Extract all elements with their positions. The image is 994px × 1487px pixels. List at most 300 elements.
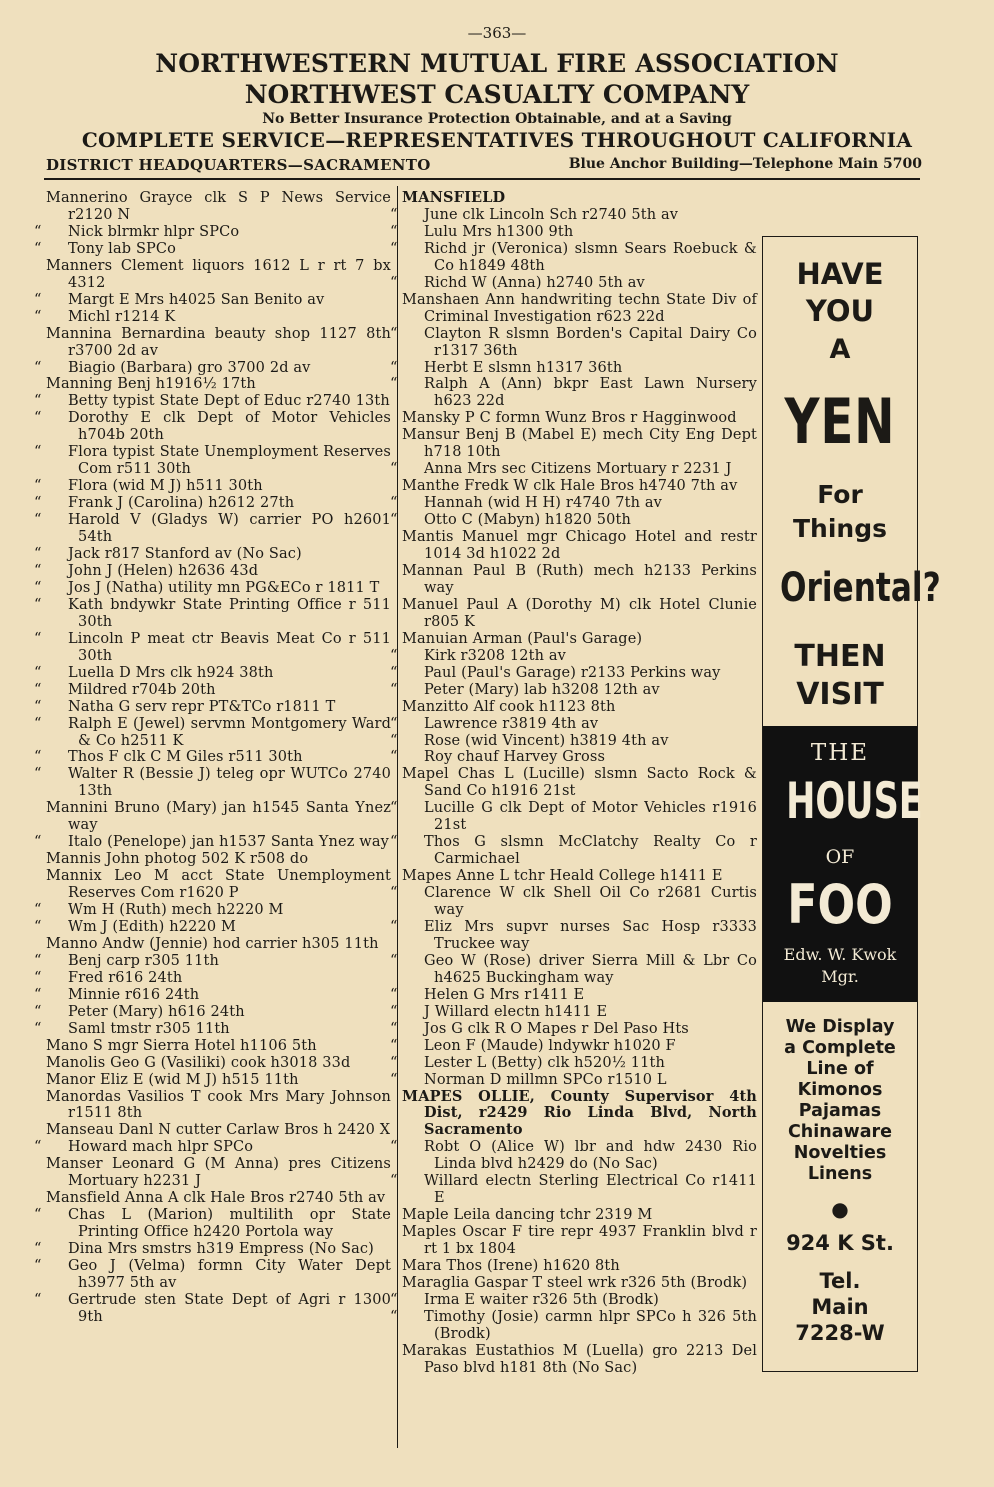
- ad-address: 924 K St.: [786, 1231, 894, 1255]
- entry-text: Jos J (Natha) utility mn PG&ECo r 1811 T: [68, 579, 380, 596]
- service-heading: COMPLETE SERVICE—REPRESENTATIVES THROUGHOUT CALIFORNIA: [81, 128, 913, 152]
- directory-sub-entry: [34, 223, 391, 241]
- ditto-mark: “: [34, 918, 42, 935]
- ad-line-complete: a Complete: [784, 1038, 896, 1058]
- directory-entry: [402, 1343, 757, 1377]
- entry-text: Peter (Mary) h616 24th: [68, 1003, 245, 1020]
- entry-text: Natha G serv repr PT&TCo r1811 T: [68, 698, 336, 715]
- directory-sub-entry: [390, 495, 757, 512]
- directory-sub-entry: [390, 1173, 757, 1207]
- ditto-mark: “: [34, 240, 42, 257]
- entry-text: Mansky P C formn Wunz Bros r Hagginwood: [402, 410, 737, 427]
- entry-text: Thos F clk C M Giles r511 30th: [68, 749, 303, 766]
- entry-text: Manuel Paul A (Dorothy M) clk Hotel Clunie r805 K: [402, 596, 757, 630]
- entry-text: Rose (wid Vincent) h3819 4th av: [424, 732, 669, 749]
- directory-sub-entry: [34, 1020, 391, 1038]
- entry-text: Manser Leonard G (M Anna) pres Citizens Mortuary h2231 J: [46, 1156, 391, 1190]
- entry-text: Manners Clement liquors 1612 L r rt 7 bx 4312: [46, 257, 391, 291]
- entry-text: Nick blrmkr hlpr SPCo: [68, 223, 240, 240]
- ad-tel-label: Tel.: [819, 1269, 861, 1293]
- entry-text: Lincoln P meat ctr Beavis Meat Co r 511 30th: [68, 630, 391, 664]
- directory-entry: [402, 529, 757, 563]
- directory-sub-entry: [34, 596, 391, 631]
- entry-text: Leon F (Maude) lndywkr h1020 F: [424, 1037, 676, 1054]
- ad-bullet: ●: [831, 1197, 849, 1221]
- directory-sub-entry: [390, 952, 757, 987]
- entry-text: Mannan Paul B (Ruth) mech h2133 Perkins way: [402, 562, 757, 596]
- directory-sub-entry: [390, 325, 757, 360]
- entry-text: Mansfield Anna A clk Hale Bros r2740 5th av: [46, 1190, 386, 1207]
- directory-sub-entry: [34, 478, 391, 495]
- directory-entry: [46, 1190, 391, 1207]
- building-telephone: Blue Anchor Building—Telephone Main 5700: [568, 156, 922, 172]
- ditto-mark: “: [390, 952, 398, 969]
- entry-text: Otto C (Mabyn) h1820 50th: [424, 512, 632, 529]
- entry-text: Herbt E slsmn h1317 36th: [424, 359, 623, 376]
- ditto-mark: “: [34, 223, 42, 240]
- entry-text: Geo W (Rose) driver Sierra Mill & Lbr Co h4625 Buckingham way: [424, 952, 757, 986]
- directory-sub-entry: [390, 1071, 757, 1089]
- entry-text: Richd jr (Veronica) slsmn Sears Roebuck & Co h1849 48th: [424, 240, 757, 274]
- entry-text: Minnie r616 24th: [68, 986, 200, 1003]
- ditto-mark: “: [390, 1003, 398, 1020]
- entry-text: Mantis Manuel mgr Chicago Hotel and restr 1014 3d h1022 2d: [402, 529, 757, 563]
- entry-text: Jack r817 Stanford av (No Sac): [68, 546, 302, 563]
- ad-line-chinaware: Chinaware: [787, 1122, 893, 1142]
- directory-sub-entry: [34, 240, 391, 258]
- entry-text: Italo (Penelope) jan h1537 Santa Ynez way: [68, 834, 390, 851]
- directory-entry: [402, 1224, 757, 1258]
- entry-text: Mansur Benj B (Mabel E) mech City Eng Dept h718 10th: [402, 427, 757, 461]
- entry-text: Norman D millmn SPCo r1510 L: [424, 1071, 667, 1088]
- ad-line-foo: FOO: [787, 873, 893, 936]
- ditto-mark: “: [390, 512, 398, 529]
- ad-line-a: A: [829, 334, 851, 365]
- entry-text: Eliz Mrs supvr nurses Sac Hosp r3333 Truckee way: [424, 918, 757, 952]
- ditto-mark: “: [390, 885, 398, 902]
- ad-line-you: YOU: [805, 294, 875, 328]
- entry-text: Saml tmstr r305 11th: [68, 1020, 230, 1037]
- ad-line-the: THE: [810, 740, 870, 766]
- ad-manager-name: Edw. W. Kwok: [783, 945, 897, 964]
- directory-sub-entry: [34, 1207, 391, 1241]
- entry-text: Benj carp r305 11th: [68, 952, 219, 969]
- entry-text: Flora (wid M J) h511 30th: [68, 478, 263, 495]
- entry-text: Clayton R slsmn Borden's Capital Dairy Co r1317 36th: [424, 325, 757, 359]
- ditto-mark: “: [390, 834, 398, 851]
- directory-sub-entry: [34, 512, 391, 546]
- directory-entry: [402, 563, 757, 597]
- ditto-mark: “: [34, 546, 42, 563]
- ad-line-have: HAVE: [796, 257, 884, 291]
- entry-text: Lester L (Betty) clk h520½ 11th: [424, 1054, 665, 1071]
- entry-text: Geo J (Velma) formn City Water Dept h3977 5th av: [68, 1258, 391, 1291]
- directory-sub-entry: [390, 918, 757, 953]
- directory-entry: [402, 1258, 757, 1275]
- directory-sub-entry: [34, 546, 391, 563]
- ditto-mark: “: [34, 698, 42, 715]
- insurance-heading: NORTHWESTERN MUTUAL FIRE ASSOCIATION: [155, 49, 839, 78]
- directory-sub-entry: [390, 647, 757, 665]
- entry-text: Manseau Danl N cutter Carlaw Bros h 2420 X: [46, 1122, 391, 1139]
- entry-text: Fred r616 24th: [68, 969, 183, 986]
- directory-sub-entry: [34, 834, 391, 851]
- directory-entry: [46, 1156, 391, 1190]
- directory-entry: [402, 427, 757, 461]
- directory-entry: [46, 868, 391, 902]
- ditto-mark: “: [390, 1020, 398, 1037]
- entry-text: Maple Leila dancing tchr 2319 M: [402, 1207, 653, 1224]
- ad-line-of: OF: [825, 846, 855, 868]
- entry-text: Biagio (Barbara) gro 3700 2d av: [68, 359, 311, 376]
- directory-entry: [402, 1207, 757, 1224]
- entry-text: Willard electn Sterling Electrical Co r1411 E: [424, 1173, 757, 1207]
- tagline: No Better Insurance Protection Obtainable, and at a Saving: [262, 111, 732, 127]
- entry-text: Mapes Anne L tchr Heald College h1411 E: [402, 868, 723, 885]
- ditto-mark: “: [34, 478, 42, 495]
- ditto-mark: “: [390, 800, 398, 817]
- directory-sub-entry: [34, 749, 391, 766]
- ad-manager-title: Mgr.: [821, 967, 859, 986]
- ditto-mark: “: [34, 308, 42, 325]
- ditto-mark: “: [390, 664, 398, 681]
- directory-entry: [46, 376, 391, 393]
- directory-sub-entry: [34, 969, 391, 987]
- ditto-mark: “: [34, 969, 42, 986]
- ditto-mark: “: [390, 1054, 398, 1071]
- ad-line-novelties: Novelties: [793, 1143, 887, 1163]
- directory-sub-entry: [390, 681, 757, 699]
- casualty-heading: NORTHWEST CASUALTY COMPANY: [244, 80, 750, 109]
- ditto-mark: “: [390, 223, 398, 240]
- ad-line-yen: YEN: [784, 385, 896, 458]
- ad-line-for: For: [817, 480, 863, 509]
- directory-entry: [46, 851, 391, 868]
- entry-text: Manshaen Ann handwriting techn State Div of Criminal Investigation r623 22d: [402, 291, 757, 325]
- ditto-mark: “: [34, 766, 42, 783]
- directory-entry: [46, 326, 391, 360]
- entry-text: Mapel Chas L (Lucille) slsmn Sacto Rock & Sand Co h1916 21st: [402, 766, 757, 800]
- ditto-mark: “: [34, 715, 42, 732]
- ditto-mark: “: [390, 1308, 398, 1325]
- directory-entry: [46, 1089, 391, 1123]
- directory-sub-entry: [390, 749, 757, 766]
- ditto-mark: “: [34, 749, 42, 766]
- ditto-mark: “: [390, 325, 398, 342]
- entry-text: Dorothy E clk Dept of Motor Vehicles h704b 20th: [68, 410, 391, 444]
- directory-sub-entry: [390, 223, 757, 241]
- entry-text: Marakas Eustathios M (Luella) gro 2213 Del Paso blvd h181 8th (No Sac): [402, 1342, 757, 1376]
- ad-line-visit: VISIT: [796, 677, 884, 712]
- entry-text: Mildred r704b 20th: [68, 681, 216, 698]
- entry-text: Thos G slsmn McClatchy Realty Co r Carmichael: [424, 834, 757, 868]
- directory-sub-entry: [390, 664, 757, 682]
- ad-line-kimonos: Kimonos: [797, 1080, 883, 1100]
- ditto-mark: “: [34, 359, 42, 376]
- directory-sub-entry: [34, 291, 391, 309]
- directory-sub-entry: [390, 1037, 757, 1055]
- entry-text: Betty typist State Dept of Educ r2740 13th: [68, 393, 390, 410]
- ditto-mark: “: [34, 495, 42, 512]
- entry-text: Walter R (Bessie J) teleg opr WUTCo 2740 13th: [68, 766, 391, 800]
- directory-sub-entry: [390, 1003, 757, 1021]
- directory-sub-entry: [34, 1258, 391, 1292]
- directory-entry: [402, 1275, 757, 1292]
- entry-text: Kirk r3208 12th av: [424, 647, 567, 664]
- directory-entry: [402, 478, 757, 495]
- directory-entry: [402, 597, 757, 631]
- ad-line-pajamas: Pajamas: [798, 1101, 882, 1121]
- entry-text: Manning Benj h1916½ 17th: [46, 376, 256, 393]
- entry-text: MANSFIELD: [402, 189, 506, 206]
- directory-entry: [402, 190, 757, 207]
- ditto-mark: “: [390, 986, 398, 1003]
- entry-text: Manor Eliz E (wid M J) h515 11th: [46, 1071, 299, 1088]
- entry-text: Paul (Paul's Garage) r2133 Perkins way: [424, 664, 721, 681]
- ad-tel-exchange: Main: [811, 1295, 869, 1319]
- entry-text: Kath bndywkr State Printing Office r 511 30th: [68, 596, 391, 630]
- entry-text: Michl r1214 K: [68, 308, 176, 325]
- directory-sub-entry: [390, 986, 757, 1004]
- directory-sub-entry: [34, 1241, 391, 1258]
- directory-sub-entry: [390, 885, 757, 919]
- directory-entry: [46, 936, 391, 953]
- ditto-mark: “: [390, 647, 398, 664]
- entry-text: Manzitto Alf cook h1123 8th: [402, 698, 616, 715]
- directory-sub-entry: [34, 918, 391, 936]
- header-rule: [44, 178, 920, 180]
- directory-entry: [46, 800, 391, 834]
- entry-text: Maples Oscar F tire repr 4937 Franklin blvd r rt 1 bx 1804: [402, 1224, 757, 1258]
- directory-entry: [402, 410, 757, 427]
- directory-sub-entry: [390, 274, 757, 292]
- ad-line-line-of: Line of: [806, 1059, 874, 1079]
- ad-line-things: Things: [793, 514, 887, 543]
- entry-text: Mannina Bernardina beauty shop 1127 8th r3700 2d av: [46, 325, 391, 359]
- district-headquarters: DISTRICT HEADQUARTERS—SACRAMENTO: [46, 156, 431, 174]
- entry-text: Clarence W clk Shell Oil Co r2681 Curtis way: [424, 885, 757, 919]
- ditto-mark: “: [34, 1241, 42, 1258]
- ditto-mark: “: [34, 512, 42, 529]
- entry-text: Ralph E (Jewel) servmn Montgomery Ward & Co h2511 K: [68, 715, 391, 749]
- directory-sub-entry: [34, 681, 391, 699]
- entry-text: Margt E Mrs h4025 San Benito av: [68, 291, 325, 308]
- directory-sub-entry: [34, 393, 391, 410]
- directory-sub-entry: [34, 444, 391, 478]
- ditto-mark: “: [390, 206, 398, 223]
- entry-text: Maraglia Gaspar T steel wrk r326 5th (Brodk): [402, 1275, 748, 1291]
- directory-sub-entry: [34, 1139, 391, 1156]
- entry-text: Lulu Mrs h1300 9th: [424, 223, 574, 240]
- directory-sub-entry: [34, 579, 391, 597]
- entry-text: Wm J (Edith) h2220 M: [68, 918, 236, 935]
- directory-sub-entry: [390, 376, 757, 410]
- entry-text: Gertrude sten State Dept of Agri r 1300 9th: [68, 1291, 391, 1325]
- directory-sub-entry: [34, 715, 391, 750]
- ditto-mark: “: [390, 1139, 398, 1156]
- ditto-mark: “: [34, 1020, 42, 1037]
- directory-sub-entry: [390, 1139, 757, 1173]
- directory-sub-entry: [390, 834, 757, 868]
- ad-line-then: THEN: [794, 639, 886, 674]
- directory-sub-entry: [390, 800, 757, 834]
- ditto-mark: “: [390, 1071, 398, 1088]
- directory-sub-entry: [34, 630, 391, 665]
- directory-entry: [402, 1089, 757, 1140]
- directory-sub-entry: [390, 1291, 757, 1309]
- entry-text: Manolis Geo G (Vasiliki) cook h3018 33d: [46, 1054, 351, 1071]
- directory-sub-entry: [34, 359, 391, 377]
- directory-sub-entry: [34, 308, 391, 326]
- ditto-mark: “: [34, 834, 42, 851]
- ditto-mark: “: [34, 1003, 42, 1020]
- ditto-mark: “: [390, 1037, 398, 1054]
- directory-sub-entry: [34, 698, 391, 716]
- ditto-mark: “: [390, 715, 398, 732]
- entry-text: Richd W (Anna) h2740 5th av: [424, 274, 645, 291]
- house-of-foo-panel: [763, 726, 923, 1002]
- entry-text: Wm H (Ruth) mech h2220 M: [68, 902, 284, 919]
- directory-sub-entry: [34, 952, 391, 970]
- ditto-mark: “: [34, 393, 42, 410]
- house-of-foo-advertisement: [762, 236, 941, 1372]
- ditto-mark: “: [390, 1291, 398, 1308]
- entry-text: Mara Thos (Irene) h1620 8th: [402, 1258, 620, 1275]
- entry-text: Mannis John photog 502 K r508 do: [46, 851, 309, 868]
- ditto-mark: “: [390, 495, 398, 512]
- ad-line-house: HOUSE: [786, 772, 923, 830]
- ditto-mark: “: [390, 1173, 398, 1190]
- ditto-mark: “: [390, 918, 398, 935]
- ditto-mark: “: [34, 596, 42, 613]
- entry-text: Hannah (wid H H) r4740 7th av: [424, 495, 662, 512]
- ditto-mark: “: [34, 630, 42, 647]
- entry-text: June clk Lincoln Sch r2740 5th av: [424, 206, 679, 223]
- directory-column-left: [34, 190, 391, 1326]
- directory-entry: [46, 258, 391, 292]
- entry-text: Manno Andw (Jennie) hod carrier h305 11th: [46, 935, 379, 952]
- entry-text: J Willard electn h1411 E: [424, 1003, 608, 1020]
- entry-text: Manthe Fredk W clk Hale Bros h4740 7th av: [402, 478, 738, 495]
- directory-sub-entry: [390, 206, 757, 224]
- entry-text: Timothy (Josie) carmn hlpr SPCo h 326 5th (Brodk): [424, 1308, 757, 1342]
- entry-text: Tony lab SPCo: [68, 240, 177, 257]
- directory-sub-entry: [34, 562, 391, 580]
- ditto-mark: “: [34, 1258, 42, 1275]
- directory-sub-entry: [390, 240, 757, 275]
- entry-text: Mannix Leo M acct State Unemployment Reserves Com r1620 P: [46, 868, 391, 902]
- directory-entry: [46, 190, 391, 224]
- directory-entry: [46, 1055, 391, 1072]
- entry-text: Ralph A (Ann) bkpr East Lawn Nursery h623 22d: [424, 376, 757, 410]
- ad-line-oriental: Oriental?: [779, 565, 941, 611]
- entry-text: John J (Helen) h2636 43d: [68, 562, 259, 579]
- directory-sub-entry: [34, 664, 391, 682]
- directory-entry: [402, 631, 757, 648]
- directory-sub-entry: [34, 410, 391, 444]
- ditto-mark: “: [34, 986, 42, 1003]
- ditto-mark: “: [34, 291, 42, 308]
- entry-text: Robt O (Alice W) lbr and hdw 2430 Rio Linda blvd h2429 do (No Sac): [424, 1139, 757, 1173]
- entry-text: Helen G Mrs r1411 E: [424, 986, 585, 1003]
- ditto-mark: “: [34, 664, 42, 681]
- entry-text: Manordas Vasilios T cook Mrs Mary Johnson r1511 8th: [46, 1088, 391, 1122]
- directory-sub-entry: [34, 766, 391, 800]
- directory-column-right: [390, 189, 757, 1377]
- entry-text: Frank J (Carolina) h2612 27th: [68, 495, 295, 512]
- ditto-mark: “: [34, 681, 42, 698]
- entry-text: Harold V (Gladys W) carrier PO h2601 54th: [68, 512, 391, 546]
- ditto-mark: “: [34, 952, 42, 969]
- ditto-mark: “: [390, 732, 398, 749]
- ditto-mark: “: [390, 376, 398, 393]
- entry-text: Peter (Mary) lab h3208 12th av: [424, 681, 660, 698]
- entry-text: Howard mach hlpr SPCo: [68, 1139, 254, 1156]
- entry-text: Mano S mgr Sierra Hotel h1106 5th: [46, 1037, 317, 1054]
- directory-entry: [402, 868, 757, 885]
- page-number: —363—: [467, 24, 527, 42]
- ditto-mark: “: [390, 274, 398, 291]
- ditto-mark: “: [34, 902, 42, 919]
- directory-sub-entry: [390, 715, 757, 733]
- ditto-mark: “: [34, 1291, 42, 1308]
- entry-text: Lawrence r3819 4th av: [424, 715, 599, 732]
- directory-sub-entry: [390, 461, 757, 478]
- entry-text: Mannerino Grayce clk S P News Service r2120 N: [46, 190, 391, 223]
- ditto-mark: “: [390, 749, 398, 766]
- ditto-mark: “: [34, 579, 42, 596]
- ditto-mark: “: [390, 240, 398, 257]
- directory-entry: [46, 1038, 391, 1055]
- ad-line-we-display: We Display: [785, 1017, 895, 1037]
- entry-text: Dina Mrs smstrs h319 Empress (No Sac): [68, 1241, 374, 1258]
- ditto-mark: “: [34, 444, 42, 461]
- entry-text: Chas L (Marion) multilith opr State Printing Office h2420 Portola way: [68, 1207, 391, 1241]
- ditto-mark: “: [34, 1207, 42, 1224]
- directory-entry: [402, 292, 757, 326]
- ditto-mark: “: [390, 681, 398, 698]
- entry-text: Irma E waiter r326 5th (Brodk): [424, 1291, 659, 1308]
- entry-text: Luella D Mrs clk h924 38th: [68, 664, 274, 681]
- ditto-mark: “: [34, 1139, 42, 1156]
- directory-sub-entry: [34, 495, 391, 512]
- directory-sub-entry: [390, 1308, 757, 1343]
- ditto-mark: “: [390, 461, 398, 478]
- directory-sub-entry: [390, 1020, 757, 1038]
- entry-text: Jos G clk R O Mapes r Del Paso Hts: [424, 1020, 689, 1037]
- directory-sub-entry: [34, 1291, 391, 1326]
- entry-text: Flora typist State Unemployment Reserves Com r511 30th: [68, 444, 391, 478]
- entry-text: MAPES OLLIE, County Supervisor 4th Dist, r2429 Rio Linda Blvd, North Sacramento: [402, 1087, 757, 1139]
- directory-sub-entry: [390, 359, 757, 377]
- directory-sub-entry: [34, 1003, 391, 1021]
- directory-sub-entry: [390, 732, 757, 750]
- directory-entry: [46, 1072, 391, 1089]
- ditto-mark: “: [390, 359, 398, 376]
- directory-entry: [46, 1122, 391, 1139]
- entry-text: Anna Mrs sec Citizens Mortuary r 2231 J: [424, 461, 732, 478]
- entry-text: Roy chauf Harvey Gross: [424, 749, 606, 766]
- entry-text: Lucille G clk Dept of Motor Vehicles r1916 21st: [424, 800, 757, 834]
- ditto-mark: “: [34, 410, 42, 427]
- ditto-mark: “: [34, 562, 42, 579]
- ad-tel-number: 7228-W: [795, 1321, 885, 1345]
- ad-line-linens: Linens: [807, 1164, 873, 1184]
- entry-text: Mannini Bruno (Mary) jan h1545 Santa Ynez way: [46, 800, 391, 834]
- directory-sub-entry: [34, 902, 391, 919]
- directory-sub-entry: [34, 986, 391, 1004]
- directory-sub-entry: [390, 1054, 757, 1072]
